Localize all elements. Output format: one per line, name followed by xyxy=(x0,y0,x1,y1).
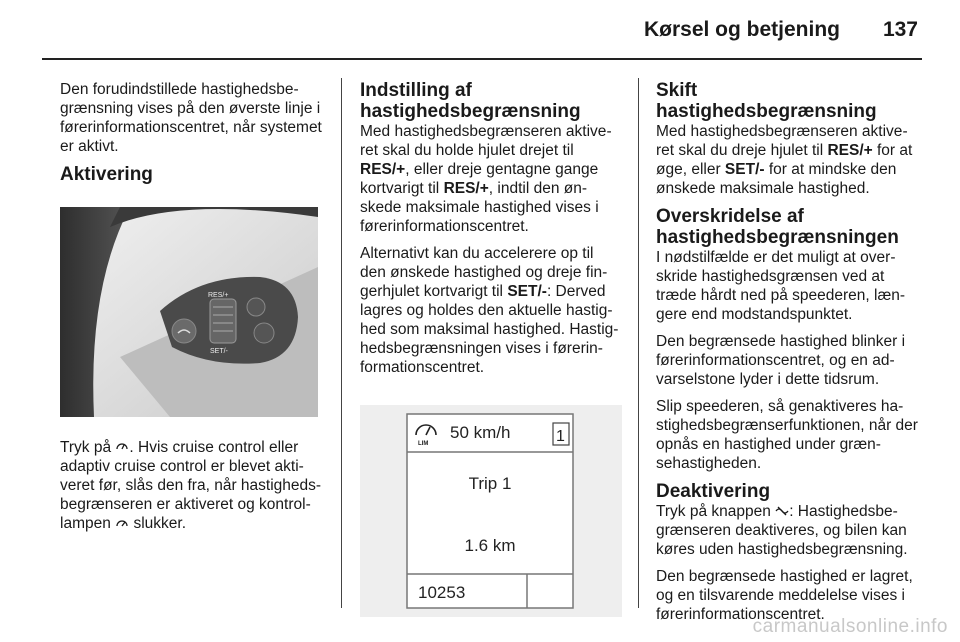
odometer-value: 10253 xyxy=(418,583,466,602)
section-heading-skift: Skift hastighedsbegrænsning xyxy=(656,80,877,122)
chapter-title: Kørsel og betjening xyxy=(643,18,840,41)
gear-indicator: 1 xyxy=(556,428,565,445)
exceed-paragraph-3: Slip speederen, så genaktiveres hastighedsbegrænserfunktionen, når der opnås en hastighed under grænsehastigheden. xyxy=(656,398,918,472)
watermark: carmanualsonline.info xyxy=(752,616,948,637)
column-2 xyxy=(360,80,622,622)
page-number: 137 xyxy=(882,18,918,41)
lim-label: LIM xyxy=(418,441,429,447)
section-heading-overskridelse: Overskridelse af hastighedsbegrænsningen xyxy=(656,206,899,248)
section-heading-deaktivering: Deaktivering xyxy=(656,481,771,502)
exceed-paragraph-1: I nødstilfælde er det muligt at overskride hastighedsgrænsen ved at træde hårdt ned på speederen, længere end modstandspunktet. xyxy=(656,249,906,323)
deactivation-paragraph-1: Tryk på knappen : Hastighedsbegrænseren deaktiveres, og bilen kan køres uden hastighedsbegrænsning. xyxy=(656,503,908,558)
speed-limiter-icon xyxy=(115,440,129,454)
page-header xyxy=(0,0,960,58)
cancel-speed-limiter-icon xyxy=(775,504,789,518)
column-divider xyxy=(341,78,342,608)
trip-label: Trip 1 xyxy=(468,474,512,493)
column-3 xyxy=(656,80,920,632)
change-paragraph: Med hastighedsbegrænseren aktiveret skal du dreje hjulet til RES/+ for at øge, eller SET/- for at mindske den ønskede maksimale hastighed. xyxy=(656,123,913,197)
set-label: SET/- xyxy=(210,348,228,355)
res-label: RES/+ xyxy=(208,292,229,299)
setting-paragraph-2: Alternativt kan du accelerere op til den ønskede hastighed og dreje fingerhjulet kortvarigt til SET/-: Derved lagres og holdes den aktuelle hastighed som maksimal hastighed. Hastighedsbegrænsningen vises i førerinformationscentret. xyxy=(360,245,619,376)
steering-wheel-illustration xyxy=(60,207,318,417)
intro-paragraph: Den forudindstillede hastighedsbegrænsning vises på den øverste linje i førerinformationscentret, når systemet er aktivt. xyxy=(60,81,322,155)
setting-paragraph-1: Med hastighedsbegrænseren aktiveret skal du holde hjulet drejet til RES/+, eller dreje gentagne gange kortvarigt til RES/+, indtil den ønskede maksimale hastighed vises i førerinformationscentret. xyxy=(360,123,612,235)
cruise-control-lamp-icon xyxy=(115,516,129,530)
driver-information-display xyxy=(360,405,622,617)
exceed-paragraph-2: Den begrænsede hastighed blinker i førerinformationscentret, og en advarselstone lyder i dette tidsrum. xyxy=(656,333,906,388)
trip-distance: 1.6 km xyxy=(464,536,516,555)
section-heading-indstilling: Indstilling af hastighedsbegrænsning xyxy=(360,80,581,122)
column-divider xyxy=(638,78,639,608)
column-1 xyxy=(60,80,328,541)
activation-paragraph: Tryk på . Hvis cruise control eller adaptiv cruise control er blevet aktiveret før, slås den fra, når hastighedsbegrænseren er aktiveret og kontrollampen slukker. xyxy=(60,439,322,532)
speed-limit-value: 50 km/h xyxy=(450,423,511,442)
deactivation-paragraph-2: Den begrænsede hastighed er lagret, og en tilsvarende meddelelse vises i førerinformationscentret. xyxy=(656,568,913,623)
section-heading-aktivering: Aktivering xyxy=(60,164,153,185)
header-rule xyxy=(42,58,922,60)
